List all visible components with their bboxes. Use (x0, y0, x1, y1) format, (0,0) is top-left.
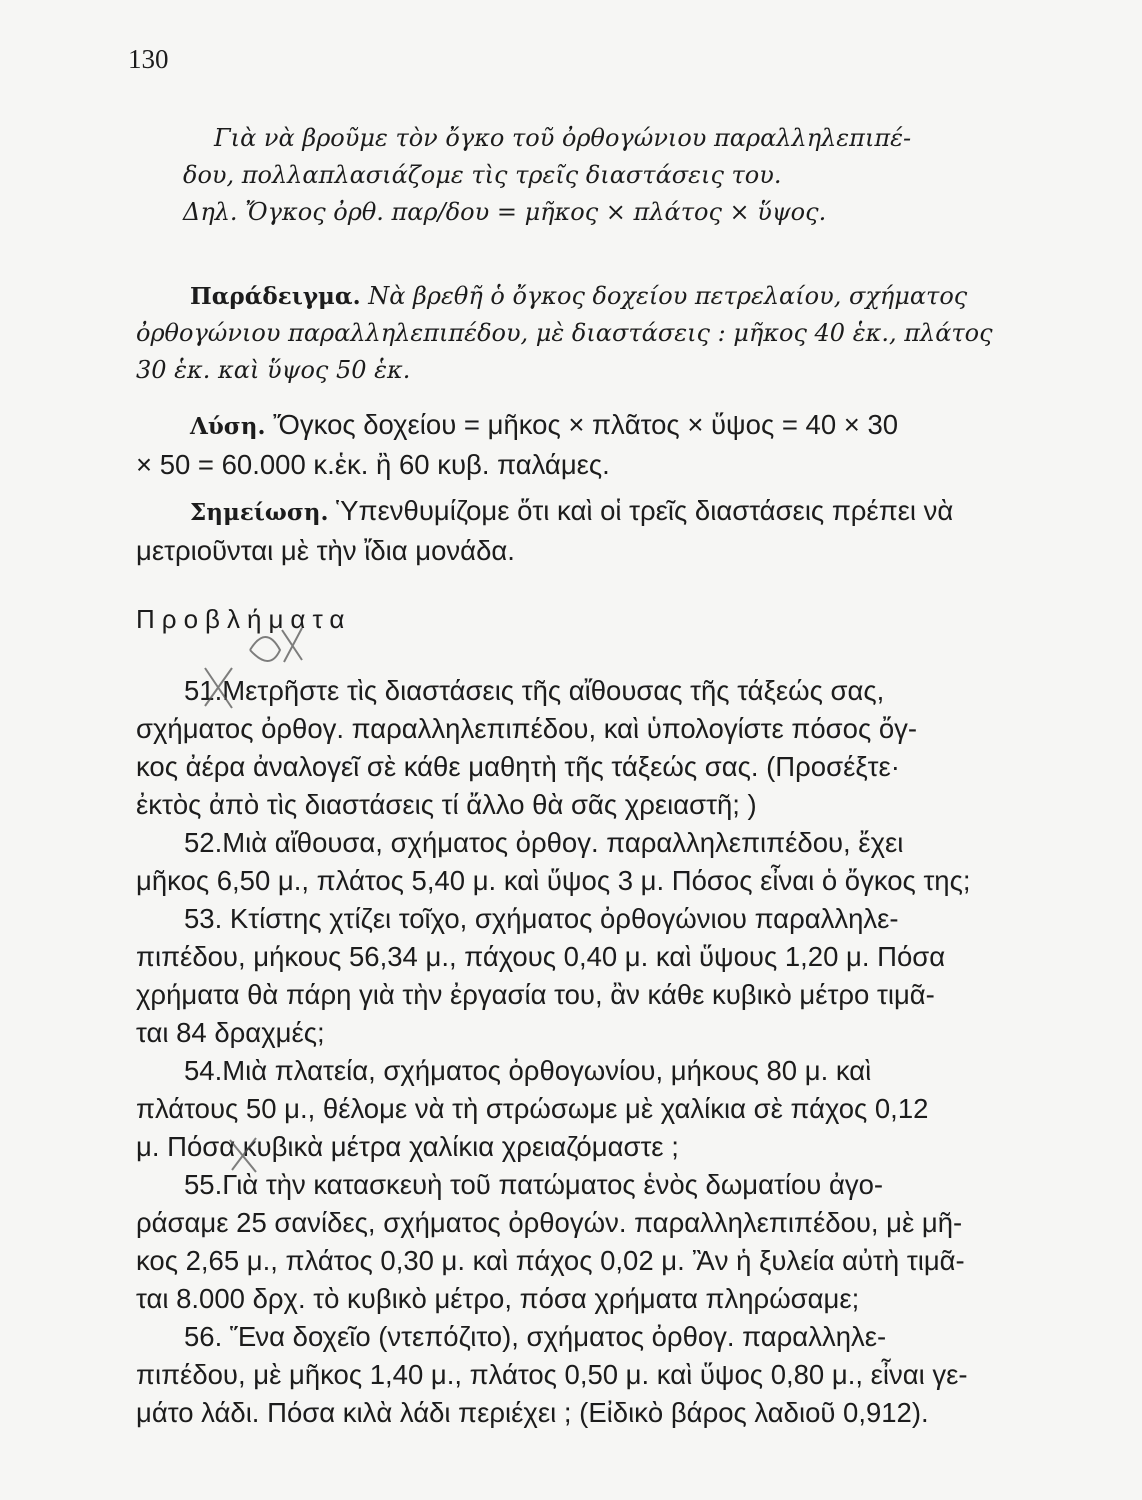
solution (136, 406, 992, 484)
problem-number: 56. (184, 1321, 223, 1352)
problem-line: μάτο λάδι. Πόσα κιλὰ λάδι περιέχει ; (Εἰδικὸ βάρος λαδιοῦ 0,912). (136, 1397, 929, 1428)
problem-55 (136, 1166, 992, 1318)
problem-line: χρήματα θὰ πάρη γιὰ τὴν ἐργασία του, ἂν κάθε κυβικὸ μέτρο τιμᾶ- (136, 979, 935, 1010)
volume-rule (183, 120, 994, 231)
problem-line: μ. Πόσα κυβικὰ μέτρα χαλίκια χρειαζόμαστε ; (136, 1131, 679, 1162)
example-line: ὀρθογώνιου παραλληλεπιπέδου, μὲ διαστάσεις : μῆκος 40 ἑκ., πλάτος (136, 319, 993, 347)
problem-line: ράσαμε 25 σανίδες, σχήματος ὀρθογών. παραλληλεπιπέδου, μὲ μῆ- (136, 1207, 963, 1238)
problem-54 (136, 1052, 992, 1166)
problem-51 (136, 672, 992, 824)
problem-56 (136, 1318, 992, 1432)
example (136, 278, 992, 389)
problem-line: κος ἀέρα ἀναλογεῖ σὲ κάθε μαθητὴ τῆς τάξεώς σας. (Προσέξτε· (136, 751, 900, 782)
problem-number: 55. (184, 1169, 223, 1200)
problem-line: Ἕνα δοχεῖο (ντεπόζιτο), σχήματος ὀρθογ. παραλληλε- (222, 1321, 887, 1352)
problem-line: Μετρῆστε τὶς διαστάσεις τῆς αἴθουσας τῆς τάξεώς σας, (222, 675, 885, 706)
problems-list (136, 672, 992, 1432)
problem-line: Κτίστης χτίζει τοῖχο, σχήματος ὀρθογώνιου παραλληλε- (222, 903, 899, 934)
problem-number: 53. (184, 903, 223, 934)
solution-label: Λύση. (190, 413, 266, 440)
solution-line: × 50 = 60.000 κ.ἑκ. ἢ 60 κυβ. παλάμες. (136, 449, 610, 480)
problem-line: Μιὰ αἴθουσα, σχήματος ὀρθογ. παραλληλεπιπέδου, ἔχει (222, 827, 904, 858)
example-label: Παράδειγμα. (190, 283, 361, 310)
problem-line: πιπέδου, μὲ μῆκος 1,40 μ., πλάτος 0,50 μ. καὶ ὕψος 0,80 μ., εἶναι γε- (136, 1359, 968, 1390)
note-line: Ὑπενθυμίζομε ὅτι καὶ οἱ τρεῖς διαστάσεις πρέπει νὰ (328, 495, 954, 526)
problem-number: 54. (184, 1055, 223, 1086)
problem-line: μῆκος 6,50 μ., πλάτος 5,40 μ. καὶ ὕψος 3 μ. Πόσος εἶναι ὁ ὄγκος της; (136, 865, 971, 896)
problem-line: ται 8.000 δρχ. τὸ κυβικὸ μέτρο, πόσα χρήματα πληρώσαμε; (136, 1283, 860, 1314)
problem-53 (136, 900, 992, 1052)
problem-line: ἐκτὸς ἀπὸ τὶς διαστάσεις τί ἄλλο θὰ σᾶς χρειαστῆ; ) (136, 789, 757, 820)
problem-number: 52. (184, 827, 223, 858)
rule-line: Δηλ. Ὄγκος ὀρθ. παρ/δου = μῆκος × πλάτος × ὕψος. (183, 198, 827, 226)
problem-line: ται 84 δραχμές; (136, 1017, 325, 1048)
problem-line: κος 2,65 μ., πλάτος 0,30 μ. καὶ πάχος 0,02 μ. Ἂν ἡ ξυλεία αὐτὴ τιμᾶ- (136, 1245, 965, 1276)
rule-line: δου, πολλαπλασιάζομε τὶς τρεῖς διαστάσεις του. (183, 161, 782, 189)
problem-line: Γιὰ τὴν κατασκευὴ τοῦ πατώματος ἑνὸς δωματίου ἀγο- (222, 1169, 884, 1200)
note (136, 492, 992, 570)
problems-heading: Προβλήματα (136, 604, 352, 634)
page-number: 130 (128, 44, 169, 74)
problem-52 (136, 824, 992, 900)
problem-line: πιπέδου, μήκους 56,34 μ., πάχους 0,40 μ. καὶ ὕψους 1,20 μ. Πόσα (136, 941, 946, 972)
problem-line: σχήματος ὀρθογ. παραλληλεπιπέδου, καὶ ὑπολογίστε πόσος ὄγ- (136, 713, 918, 744)
note-line: μετριοῦνται μὲ τὴν ἴδια μονάδα. (136, 535, 515, 566)
problem-number: 51. (184, 675, 223, 706)
rule-line: Γιὰ νὰ βροῦμε τὸν ὄγκο τοῦ ὀρθογώνιου παραλληλεπιπέ- (214, 124, 912, 152)
example-line: 30 ἑκ. καὶ ὕψος 50 ἑκ. (136, 356, 411, 384)
example-line: Νὰ βρεθῆ ὁ ὄγκος δοχείου πετρελαίου, σχήματος (360, 282, 968, 310)
pencil-scribble-mark (250, 637, 280, 661)
note-label: Σημείωση. (190, 499, 329, 526)
problem-line: Μιὰ πλατεία, σχήματος ὀρθογωνίου, μήκους 80 μ. καὶ (222, 1055, 872, 1086)
problem-line: πλάτους 50 μ., θέλομε νὰ τὴ στρώσωμε μὲ χαλίκια σὲ πάχος 0,12 (136, 1093, 929, 1124)
solution-line: Ὄγκος δοχείου = μῆκος × πλᾶτος × ὕψος = 40 × 30 (265, 409, 899, 440)
